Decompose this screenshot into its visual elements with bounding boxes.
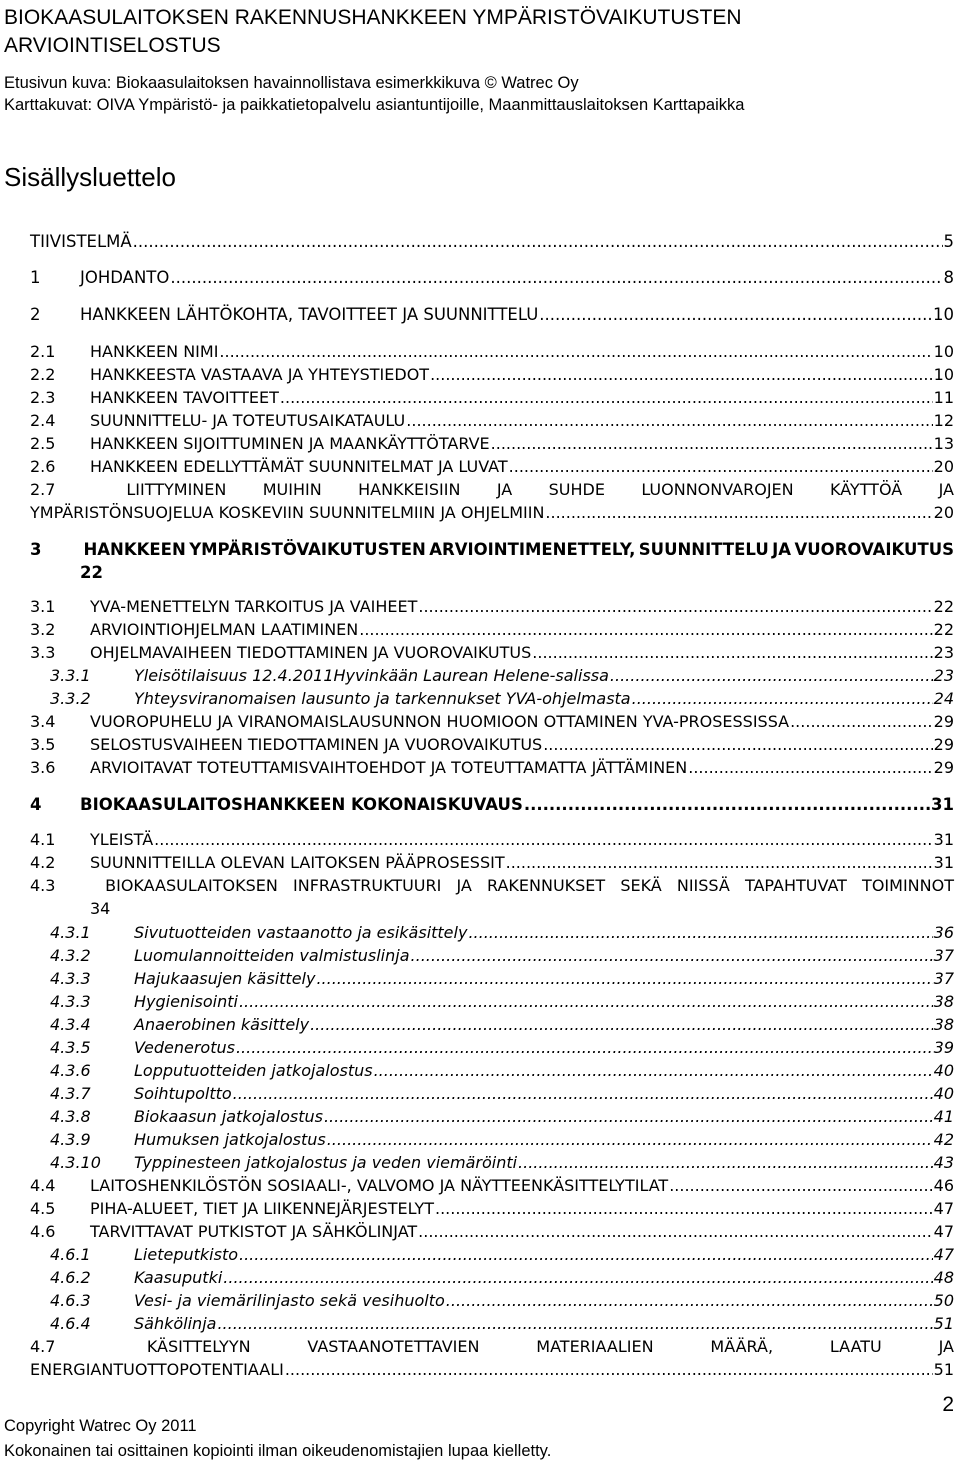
- toc-entry-title: ENERGIANTUOTTOPOTENTIAALI: [30, 1360, 284, 1379]
- toc-word: RAKENNUKSET: [486, 876, 606, 895]
- toc-entry-4-3-10[interactable]: [50, 1152, 954, 1174]
- toc-leader: [491, 433, 933, 455]
- toc-word: JA: [772, 540, 792, 559]
- toc-entry-4-3-8[interactable]: [50, 1106, 954, 1128]
- toc-entry-number: 4.1: [30, 830, 56, 849]
- toc-word: BIOKAASULAITOKSEN: [105, 876, 278, 895]
- toc-word: SEKÄ: [620, 876, 662, 895]
- toc-word: JA: [456, 876, 472, 895]
- toc-entry-title: HANKKEESTA VASTAAVA JA YHTEYSTIEDOT: [90, 365, 430, 384]
- toc-entry-title: Soihtupoltto: [134, 1084, 232, 1103]
- toc-entry-title: PIHA-ALUEET, TIET JA LIIKENNEJÄRJESTELYT: [90, 1199, 434, 1218]
- toc-entry-number: 2.1: [30, 342, 56, 361]
- toc-entry-title: Anaerobinen käsittely: [134, 1015, 310, 1034]
- toc-entry-4-3-1[interactable]: [50, 922, 954, 944]
- toc-leader: [316, 968, 932, 990]
- toc-entry-number: 3.5: [30, 735, 56, 754]
- toc-leader: [509, 456, 933, 478]
- footer-notice: Kokonainen tai osittainen kopiointi ilman oikeudenomistajien lupaa kielletty.: [4, 1442, 552, 1460]
- toc-leader: [632, 688, 933, 710]
- toc-entry-number: 4: [30, 795, 42, 814]
- toc-entry-page: 41: [933, 1107, 954, 1126]
- toc-leader: [233, 1083, 933, 1105]
- toc-entry-page: 20: [933, 503, 954, 522]
- map-credit: Karttakuvat: OIVA Ympäristö- ja paikkatietopalvelu asiantuntijoille, Maanmittauslaitoksen Karttapaikka: [4, 96, 745, 114]
- toc-entry-title: Vesi- ja viemärilinjasto sekä vesihuolto: [134, 1291, 445, 1310]
- toc-entry-page: 12: [933, 411, 954, 430]
- toc-entry-title: Biokaasun jatkojalostus: [134, 1107, 323, 1126]
- toc-leader: [446, 1290, 933, 1312]
- toc-entry-page: 48: [933, 1268, 954, 1287]
- toc-entry-title: OHJELMAVAIHEEN TIEDOTTAMINEN JA VUOROVAIKUTUS: [90, 643, 532, 662]
- toc-entry-2-6[interactable]: [30, 456, 954, 478]
- toc-entry-title: SELOSTUSVAIHEEN TIEDOTTAMINEN JA VUOROVAIKUTUS: [90, 735, 543, 754]
- toc-entry-number: 3: [30, 540, 42, 559]
- toc-entry-title: TIIVISTELMÄ: [30, 232, 132, 251]
- toc-leader: [239, 1244, 933, 1266]
- toc-leader: [324, 1106, 933, 1128]
- toc-entry-4-3-line1[interactable]: [30, 875, 954, 897]
- toc-entry-number: 2.6: [30, 457, 56, 476]
- toc-leader: [285, 1359, 933, 1381]
- toc-entry-number: 4.3.1: [50, 923, 91, 942]
- toc-entry-number: 2.4: [30, 411, 56, 430]
- toc-entry-title: HANKKEEN TAVOITTEET: [90, 388, 279, 407]
- toc-entry-title: Lieteputkisto: [134, 1245, 238, 1264]
- toc-entry-title: BIOKAASULAITOSHANKKEEN KOKONAISKUVAUS: [80, 795, 523, 814]
- toc-entry-number: 4.6.4: [50, 1314, 91, 1333]
- toc-entry-page: 37: [933, 946, 954, 965]
- toc-entry-page: 47: [933, 1222, 954, 1241]
- toc-leader: [236, 1037, 933, 1059]
- toc-entry-number: 2.3: [30, 388, 56, 407]
- toc-leader: [688, 757, 932, 779]
- toc-entry-number: 4.3.7: [50, 1084, 91, 1103]
- toc-word: KÄSITTELYYN: [146, 1337, 251, 1356]
- toc-word: YMPÄRISTÖVAIKUTUSTEN: [189, 540, 426, 559]
- toc-entry-page: 47: [933, 1199, 954, 1218]
- toc-entry-4-3-9[interactable]: [50, 1129, 954, 1151]
- toc-entry-number: 4.4: [30, 1176, 56, 1195]
- toc-leader: [133, 231, 943, 253]
- toc-entry-page: 5: [943, 232, 954, 251]
- toc-entry-title: TARVITTAVAT PUTKISTOT JA SÄHKÖLINJAT: [90, 1222, 418, 1241]
- toc-entry-page: 38: [933, 1015, 954, 1034]
- toc-entry-page: 51: [933, 1360, 954, 1379]
- toc-word: VASTAANOTETTAVIEN: [307, 1337, 480, 1356]
- toc-entry-number: 3.3: [30, 643, 56, 662]
- toc-word: ARVIOINTIMENETTELY,: [429, 540, 636, 559]
- toc-entry-4-3-5[interactable]: [50, 1037, 954, 1059]
- toc-entry-4-3-3[interactable]: [50, 968, 954, 990]
- toc-leader: [280, 387, 933, 409]
- toc-entry-number: 4.3.8: [50, 1107, 91, 1126]
- toc-entry-3-3-2[interactable]: [50, 688, 954, 710]
- toc-word: LIITTYMINEN: [126, 480, 227, 499]
- toc-entry-3-3-1[interactable]: [50, 665, 954, 687]
- toc-entry-page: 29: [933, 712, 954, 731]
- toc-entry-page: 31: [931, 795, 954, 814]
- toc-leader: [610, 665, 933, 687]
- toc-entry-number: 2.7: [30, 480, 56, 499]
- toc-leader: [418, 1221, 932, 1243]
- toc-entry-3-5[interactable]: [30, 734, 954, 756]
- toc-entry-number: 4.3.4: [50, 1015, 91, 1034]
- toc-entry-2-5[interactable]: [30, 433, 954, 455]
- toc-entry-title: Hajukaasujen käsittely: [134, 969, 316, 988]
- toc-word: JA: [938, 480, 954, 499]
- toc-entry-4-6-4[interactable]: [50, 1313, 954, 1335]
- toc-leader: [406, 410, 932, 432]
- toc-leader: [669, 1175, 932, 1197]
- toc-entry-page: 42: [933, 1130, 954, 1149]
- toc-entry-title: Lopputuotteiden jatkojalostus: [134, 1061, 373, 1080]
- toc-entry-page: 50: [933, 1291, 954, 1310]
- toc-entry-page: 36: [933, 923, 954, 942]
- toc-entry-page: 38: [933, 992, 954, 1011]
- toc-entry-number: 3.3.1: [50, 666, 91, 685]
- toc-leader: [430, 364, 933, 386]
- toc-entry-number: 4.3.9: [50, 1130, 91, 1149]
- toc-leader: [170, 267, 942, 289]
- toc-entry-title: HANKKEEN EDELLYTTÄMÄT SUUNNITELMAT JA LUVAT: [90, 457, 508, 476]
- toc-entry-title: Yleisötilaisuus 12.4.2011Hyvinkään Laurean Helene-salissa: [134, 666, 609, 685]
- toc-entry-number: 2: [30, 305, 41, 324]
- toc-leader: [418, 596, 932, 618]
- toc-word: LUONNONVAROJEN: [641, 480, 794, 499]
- toc-entry-title: Vedenerotus: [134, 1038, 235, 1057]
- toc-entry-page: 22: [933, 597, 954, 616]
- toc-leader: [411, 945, 933, 967]
- toc-entry-number: 4.3.3: [50, 969, 91, 988]
- toc-entry-number: 4.6: [30, 1222, 56, 1241]
- toc-entry-title: Typpinesteen jatkojalostus ja veden viemäröinti: [134, 1153, 518, 1172]
- toc-entry-number: 4.7: [30, 1337, 56, 1356]
- toc-entry-page: 40: [933, 1084, 954, 1103]
- toc-entry-page: 31: [933, 853, 954, 872]
- toc-leader: [217, 1313, 932, 1335]
- toc-entry-4-7-line2[interactable]: [30, 1359, 954, 1381]
- toc-entry-page: 29: [933, 735, 954, 754]
- toc-word: MUIHIN: [262, 480, 322, 499]
- toc-leader: [435, 1198, 933, 1220]
- toc-entry-title: Kaasuputki: [134, 1268, 223, 1287]
- toc-entry-4-6-3[interactable]: [50, 1290, 954, 1312]
- toc-entry-page: 31: [933, 830, 954, 849]
- toc-entry-number: 4.6.2: [50, 1268, 91, 1287]
- toc-word: MÄÄRÄ,: [710, 1337, 774, 1356]
- toc-entry-title: YLEISTÄ: [90, 830, 154, 849]
- toc-leader: [468, 922, 932, 944]
- toc-entry-page: 24: [933, 689, 954, 708]
- toc-leader: [327, 1129, 933, 1151]
- toc-entry-2[interactable]: [30, 304, 954, 326]
- toc-entry-number: 4.3.5: [50, 1038, 91, 1057]
- toc-entry-page: 10: [933, 365, 954, 384]
- toc-entry-number: 4.3: [30, 876, 56, 895]
- toc-word: VUOROVAIKUTUS: [794, 540, 954, 559]
- toc-entry-title: Sähkölinja: [134, 1314, 217, 1333]
- toc-entry-2-7-line2[interactable]: [30, 502, 954, 524]
- toc-entry-title: HANKKEEN NIMI: [90, 342, 219, 361]
- toc-leader: [223, 1267, 932, 1289]
- toc-entry-4-5[interactable]: [30, 1198, 954, 1220]
- footer-copyright: Copyright Watrec Oy 2011: [4, 1417, 197, 1435]
- toc-leader: [239, 991, 933, 1013]
- toc-word: INFRASTRUKTUURI: [293, 876, 442, 895]
- toc-entry-title: ARVIOITAVAT TOTEUTTAMISVAIHTOEHDOT JA TOTEUTTAMATTA JÄTTÄMINEN: [90, 758, 688, 777]
- toc-entry-3-line1[interactable]: [30, 539, 954, 561]
- toc-word: SUUNNITTELU: [638, 540, 769, 559]
- toc-entry-number: 4.3.6: [50, 1061, 91, 1080]
- toc-entry-4-2[interactable]: [30, 852, 954, 874]
- toc-entry-page: 46: [933, 1176, 954, 1195]
- toc-word: HANKKEISIIN: [358, 480, 461, 499]
- toc-entry-number: 3.2: [30, 620, 56, 639]
- toc-entry-number: 2.2: [30, 365, 56, 384]
- toc-entry-title: SUUNNITTELU- JA TOTEUTUSAIKATAULU: [90, 411, 406, 430]
- toc-word: KÄYTTÖÄ: [830, 480, 903, 499]
- toc-entry-number: 4.6.3: [50, 1291, 91, 1310]
- toc-word: HANKKEEN: [83, 540, 186, 559]
- toc-entry-1[interactable]: [30, 267, 954, 289]
- toc-entry-2-4[interactable]: [30, 410, 954, 432]
- toc-entry-4-3-4[interactable]: [50, 1014, 954, 1036]
- toc-entry-number: 4.2: [30, 853, 56, 872]
- toc-entry-3-3[interactable]: [30, 642, 954, 664]
- toc-leader: [310, 1014, 933, 1036]
- toc-entry-4-3-page[interactable]: 34: [90, 899, 111, 918]
- toc-entry-title: SUUNNITTEILLA OLEVAN LAITOKSEN PÄÄPROSESSIT: [90, 853, 505, 872]
- toc-entry-title: HANKKEEN SIJOITTUMINEN JA MAANKÄYTTÖTARVE: [90, 434, 490, 453]
- toc-leader: [506, 852, 933, 874]
- toc-entry-page: 23: [933, 643, 954, 662]
- toc-entry-page: 13: [933, 434, 954, 453]
- toc-entry-title: YMPÄRISTÖNSUOJELUA KOSKEVIIN SUUNNITELMIIN JA OHJELMIIN: [30, 503, 545, 522]
- toc-entry-page: 10: [933, 342, 954, 361]
- toc-entry-page: 40: [933, 1061, 954, 1080]
- toc-leader: [374, 1060, 933, 1082]
- toc-word: TAPAHTUVAT: [744, 876, 847, 895]
- toc-entry-4-6-1[interactable]: [50, 1244, 954, 1266]
- toc-entry-4-3-6[interactable]: [50, 1060, 954, 1082]
- toc-entry-3-page[interactable]: 22: [80, 563, 103, 582]
- toc-entry-4-4[interactable]: [30, 1175, 954, 1197]
- toc-entry-number: 1: [30, 268, 41, 287]
- document-title: BIOKAASULAITOKSEN RAKENNUSHANKKEEN YMPÄRISTÖVAIKUTUSTEN ARVIOINTISELOSTUS: [4, 6, 742, 57]
- toc-entry-2-7-line1[interactable]: [30, 479, 954, 501]
- toc-leader: [518, 1152, 933, 1174]
- toc-leader: [539, 304, 932, 326]
- toc-entry-2-2[interactable]: [30, 364, 954, 386]
- toc-leader: [524, 794, 930, 816]
- toc-entry-title: YVA-MENETTELYN TARKOITUS JA VAIHEET: [90, 597, 418, 616]
- page-number: 2: [942, 1393, 954, 1416]
- toc-entry-number: 3.3.2: [50, 689, 91, 708]
- toc-word: JA: [496, 480, 513, 499]
- toc-entry-2-1[interactable]: [30, 341, 954, 363]
- toc-leader: [545, 502, 932, 524]
- cover-image-credit: Etusivun kuva: Biokaasulaitoksen havainnollistava esimerkkikuva © Watrec Oy: [4, 74, 579, 92]
- toc-entry-page: 11: [933, 388, 954, 407]
- toc-leader: [359, 619, 932, 641]
- toc-entry-title: Luomulannoitteiden valmistuslinja: [134, 946, 410, 965]
- toc-entry-4-3-7[interactable]: [50, 1083, 954, 1105]
- toc-entry-title: HANKKEEN LÄHTÖKOHTA, TAVOITTEET JA SUUNNITTELU: [80, 305, 539, 324]
- toc-entry-4-7-line1[interactable]: [30, 1336, 954, 1358]
- toc-entry-title: Yhteysviranomaisen lausunto ja tarkennukset YVA-ohjelmasta: [134, 689, 631, 708]
- toc-entry-number: 4.3.3: [50, 992, 91, 1011]
- toc-entry-title: Humuksen jatkojalostus: [134, 1130, 326, 1149]
- toc-entry-number: 3.1: [30, 597, 56, 616]
- toc-entry-4-1[interactable]: [30, 829, 954, 851]
- toc-entry-number: 3.6: [30, 758, 56, 777]
- toc-entry-page: 47: [933, 1245, 954, 1264]
- toc-word: TOIMINNOT: [862, 876, 954, 895]
- toc-leader: [790, 711, 933, 733]
- toc-entry-tiivistelma[interactable]: [30, 231, 954, 253]
- toc-entry-3-1[interactable]: [30, 596, 954, 618]
- toc-entry-3-4[interactable]: [30, 711, 954, 733]
- toc-word: LAATU: [829, 1337, 882, 1356]
- toc-entry-page: 29: [933, 758, 954, 777]
- toc-entry-page: 8: [943, 268, 954, 287]
- toc-entry-3-2[interactable]: [30, 619, 954, 641]
- toc-entry-number: 4.5: [30, 1199, 56, 1218]
- toc-entry-title: ARVIOINTIOHJELMAN LAATIMINEN: [90, 620, 359, 639]
- toc-leader: [543, 734, 932, 756]
- toc-entry-page: 43: [933, 1153, 954, 1172]
- toc-entry-2-3[interactable]: [30, 387, 954, 409]
- toc-word: NIISSÄ: [676, 876, 730, 895]
- toc-entry-4-3-2[interactable]: [50, 945, 954, 967]
- toc-entry-page: 10: [933, 305, 954, 324]
- toc-entry-title: JOHDANTO: [80, 268, 170, 287]
- toc-entry-number: 3.4: [30, 712, 56, 731]
- toc-leader: [532, 642, 932, 664]
- toc-entry-page: 39: [933, 1038, 954, 1057]
- toc-entry-number: 4.3.10: [50, 1153, 101, 1172]
- toc-leader: [219, 341, 932, 363]
- toc-entry-title: VUOROPUHELU JA VIRANOMAISLAUSUNNON HUOMIOON OTTAMINEN YVA-PROSESSISSA: [90, 712, 790, 731]
- toc-entry-4-6[interactable]: [30, 1221, 954, 1243]
- toc-entry-number: 4.3.2: [50, 946, 91, 965]
- toc-entry-title: Sivutuotteiden vastaanotto ja esikäsittely: [134, 923, 468, 942]
- toc-entry-number: 4.6.1: [50, 1245, 91, 1264]
- toc-entry-4-6-2[interactable]: [50, 1267, 954, 1289]
- toc-leader: [154, 829, 932, 851]
- toc-entry-page: 51: [933, 1314, 954, 1333]
- toc-word: JA: [938, 1337, 954, 1356]
- toc-entry-4-3-3b[interactable]: [50, 991, 954, 1013]
- toc-word: MATERIAALIEN: [536, 1337, 654, 1356]
- toc-entry-page: 37: [933, 969, 954, 988]
- toc-entry-page: 20: [933, 457, 954, 476]
- toc-word: SUHDE: [548, 480, 605, 499]
- toc-entry-page: 23: [933, 666, 954, 685]
- toc-entry-title: Hygienisointi: [134, 992, 238, 1011]
- toc-entry-3-6[interactable]: [30, 757, 954, 779]
- toc-entry-page: 22: [933, 620, 954, 639]
- toc-entry-number: 2.5: [30, 434, 56, 453]
- toc-heading: Sisällysluettelo: [4, 162, 176, 192]
- toc-entry-title: LAITOSHENKILÖSTÖN SOSIAALI-, VALVOMO JA NÄYTTEENKÄSITTELYTILAT: [90, 1176, 669, 1195]
- toc-entry-4[interactable]: [30, 794, 954, 816]
